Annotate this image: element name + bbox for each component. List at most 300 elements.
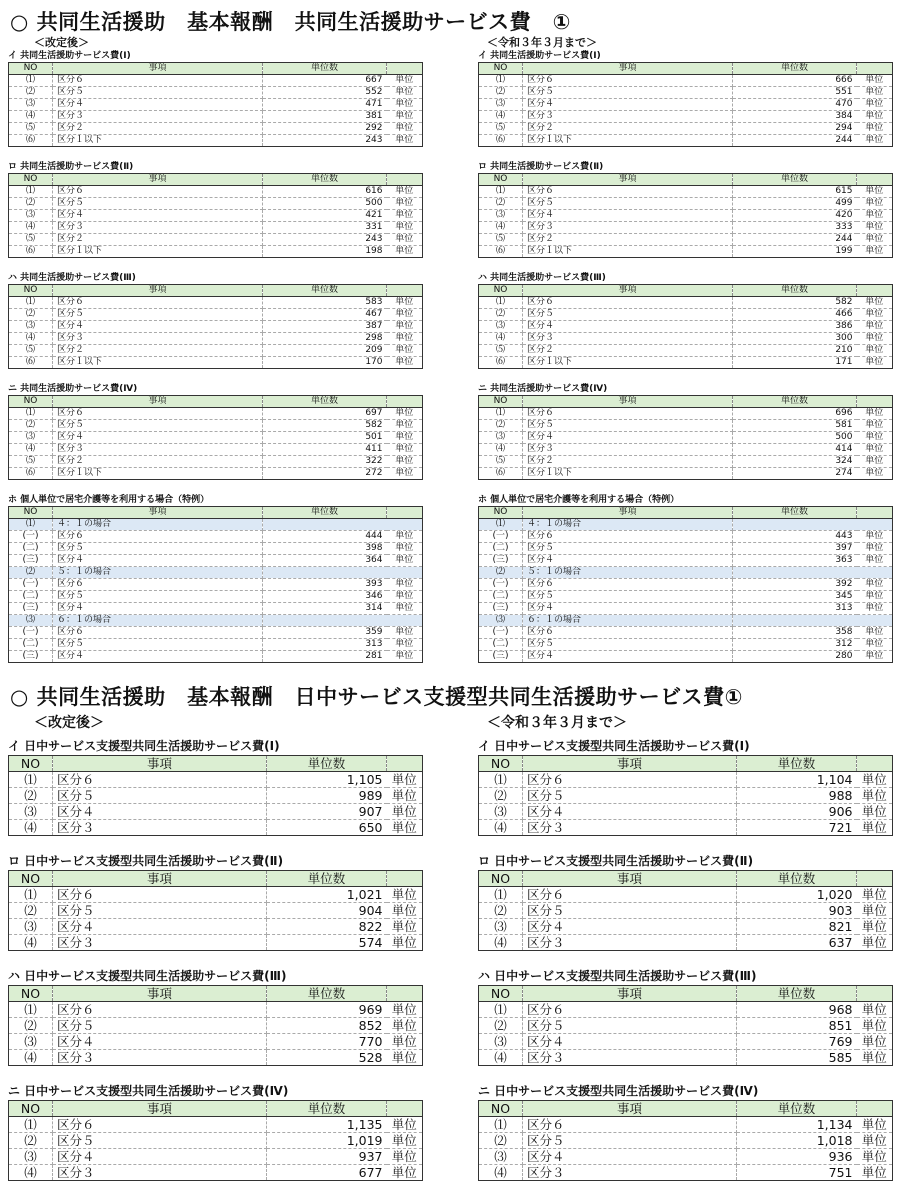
table-row (479, 357, 893, 369)
row-no: ⑹ (479, 468, 523, 480)
row-item: 区分４ (523, 651, 733, 663)
row-units: 1,134 (737, 1117, 857, 1133)
table-header-row (9, 63, 423, 75)
table-row (479, 1002, 893, 1018)
table-row (9, 919, 423, 935)
rate-table-title: ハ 日中サービス支援型共同生活援助サービス費(Ⅲ) (478, 969, 757, 983)
row-units: 312 (733, 639, 857, 651)
row-unit-label: 単位 (857, 99, 893, 111)
table-row (9, 1165, 423, 1181)
row-item: 区分６ (53, 1002, 267, 1018)
row-unit-label: 単位 (857, 1034, 893, 1050)
rate-table (8, 755, 423, 836)
row-item: ６：１の場合 (53, 615, 263, 627)
rate-table-block (478, 738, 892, 836)
row-units: 243 (263, 234, 387, 246)
row-unit-label: 単位 (387, 408, 423, 420)
header-no: NO (9, 174, 53, 186)
table-row (9, 639, 423, 651)
row-unit-label: 単位 (857, 408, 893, 420)
row-no: ⑸ (479, 345, 523, 357)
rate-table-title: ニ 日中サービス支援型共同生活援助サービス費(Ⅳ) (8, 1084, 289, 1098)
row-item: 区分３ (523, 1165, 737, 1181)
table-row (479, 772, 893, 788)
row-units: 313 (263, 639, 387, 651)
row-no: ⑷ (479, 111, 523, 123)
row-unit-label: 単位 (387, 1018, 423, 1034)
table-row (9, 432, 423, 444)
row-no: ⑷ (9, 333, 53, 345)
row-item: 区分６ (53, 887, 267, 903)
row-item: 区分５ (53, 543, 263, 555)
row-item: 区分３ (53, 1050, 267, 1066)
row-item: 区分３ (53, 333, 263, 345)
row-unit-label: 単位 (387, 887, 423, 903)
row-no: ⑶ (9, 804, 53, 820)
row-no: ⑸ (9, 234, 53, 246)
header-units: 単位数 (267, 986, 387, 1002)
table-row (9, 222, 423, 234)
table-row (9, 333, 423, 345)
row-no: ⑵ (479, 567, 523, 579)
row-units-empty (733, 519, 857, 531)
table-row (9, 820, 423, 836)
rate-table-title: ハ 共同生活援助サービス費(Ⅲ) (8, 273, 136, 283)
table-row (479, 555, 893, 567)
row-item: 区分６ (53, 627, 263, 639)
table-row (9, 603, 423, 615)
rate-table-block (8, 161, 422, 258)
row-unit-label: 単位 (387, 555, 423, 567)
row-item: ５：１の場合 (523, 567, 733, 579)
row-units: 243 (365, 135, 383, 145)
row-units: 198 (365, 246, 383, 256)
row-no: ⑶ (479, 99, 523, 111)
row-no: ⑴ (479, 887, 523, 903)
row-item: 区分４ (53, 919, 267, 935)
table-row (479, 1034, 893, 1050)
row-item: ６：１の場合 (523, 615, 733, 627)
header-no: NO (479, 756, 523, 772)
row-unit-label: 単位 (387, 627, 423, 639)
row-item: 区分３ (53, 222, 263, 234)
row-no: ⑹ (9, 357, 53, 369)
row-no: ⑴ (9, 1002, 53, 1018)
rate-table (8, 284, 423, 369)
table-header-row (479, 756, 893, 772)
row-no: ⑹ (479, 246, 523, 258)
row-item: 区分５ (523, 1018, 737, 1034)
header-blank (857, 871, 893, 887)
row-units: 384 (733, 111, 857, 123)
rate-table (478, 1100, 893, 1181)
rate-table-title: ニ 日中サービス支援型共同生活援助サービス費(Ⅳ) (478, 1084, 759, 1098)
table-row (9, 1117, 423, 1133)
row-item: 区分５ (523, 543, 733, 555)
row-no: ⑶ (9, 615, 53, 627)
row-units: 501 (263, 432, 387, 444)
row-unit-label: 単位 (857, 531, 893, 543)
table-row (9, 468, 423, 480)
row-units: 696 (733, 408, 857, 420)
table-row (9, 75, 423, 87)
row-no: ⑸ (9, 345, 53, 357)
row-units: 907 (267, 804, 387, 820)
row-item: 区分６ (53, 408, 263, 420)
table-row (9, 246, 423, 258)
header-item: 事項 (523, 174, 733, 186)
header-no: NO (479, 871, 523, 887)
row-units: 313 (733, 603, 857, 615)
rate-table-title: ホ 個人単位で居宅介護等を利用する場合（特例） (8, 495, 210, 505)
header-blank (387, 756, 423, 772)
row-item: 区分５ (523, 1133, 737, 1149)
row-item: 区分４ (523, 1149, 737, 1165)
header-blank (387, 285, 423, 297)
row-no: (一) (9, 627, 53, 639)
row-no: (一) (9, 579, 53, 591)
row-no: (二) (9, 543, 53, 555)
row-units: 1,135 (267, 1117, 387, 1133)
row-item: 区分２ (523, 123, 733, 135)
row-item: 区分６ (53, 772, 267, 788)
row-no: (一) (479, 579, 523, 591)
row-no: ⑴ (9, 297, 53, 309)
row-no: ⑶ (9, 99, 53, 111)
row-units: 822 (267, 919, 387, 935)
table-header-row (9, 986, 423, 1002)
header-item: 事項 (53, 396, 263, 408)
row-unit-label: 単位 (387, 639, 423, 651)
table-row (9, 321, 423, 333)
table-row (9, 1133, 423, 1149)
header-blank (857, 1101, 893, 1117)
row-units: 281 (365, 651, 383, 661)
rate-table-block (478, 853, 892, 951)
row-item: 区分６ (53, 75, 263, 87)
row-item: 区分４ (53, 432, 263, 444)
row-no: ⑴ (9, 408, 53, 420)
table-row (479, 111, 893, 123)
row-units: 904 (267, 903, 387, 919)
row-item: 区分６ (53, 186, 263, 198)
row-item: 区分１以下 (53, 357, 263, 369)
rate-table-block (478, 161, 892, 258)
row-item: 区分３ (523, 935, 737, 951)
table-header-row (9, 174, 423, 186)
header-units: 単位数 (733, 507, 857, 519)
row-item: 区分５ (53, 1018, 267, 1034)
row-item: 区分６ (53, 579, 263, 591)
table-row (9, 408, 423, 420)
table-header-row (479, 871, 893, 887)
row-no: ⑷ (479, 333, 523, 345)
row-item: 区分２ (523, 345, 733, 357)
row-item: 区分５ (523, 420, 733, 432)
row-item: 区分４ (53, 1034, 267, 1050)
row-units: 989 (267, 788, 387, 804)
row-units: 903 (737, 903, 857, 919)
row-unit-label: 単位 (387, 111, 423, 123)
table-row (479, 234, 893, 246)
table-row (479, 135, 893, 147)
row-units: 363 (733, 555, 857, 567)
header-units: 単位数 (263, 63, 387, 75)
row-unit-label: 単位 (857, 579, 893, 591)
table-row (9, 788, 423, 804)
row-no: ⑶ (9, 432, 53, 444)
row-no: ⑶ (479, 1034, 523, 1050)
row-no: ⑴ (9, 772, 53, 788)
row-no: ⑴ (9, 75, 53, 87)
table-group-row (479, 567, 893, 579)
table-group-row (479, 615, 893, 627)
table-group-row (9, 615, 423, 627)
row-no: ⑶ (479, 321, 523, 333)
row-item: 区分５ (523, 903, 737, 919)
row-unit-label: 単位 (387, 222, 423, 234)
table-row (9, 627, 423, 639)
row-units: 358 (733, 627, 857, 639)
row-no: (三) (479, 651, 523, 663)
row-units: 444 (263, 531, 387, 543)
row-unit-label: 単位 (857, 186, 893, 198)
header-blank (857, 285, 893, 297)
table-row (479, 804, 893, 820)
rate-table-title: イ 共同生活援助サービス費(Ⅰ) (8, 51, 131, 61)
row-units: 333 (733, 222, 857, 234)
row-no: ⑸ (479, 234, 523, 246)
rate-table-title: ロ 日中サービス支援型共同生活援助サービス費(Ⅱ) (478, 854, 754, 868)
row-units: 244 (835, 135, 853, 145)
header-units: 単位数 (733, 63, 857, 75)
table-row (479, 639, 893, 651)
row-unit-label: 単位 (387, 1149, 423, 1165)
row-units: 397 (733, 543, 857, 555)
table-row (479, 297, 893, 309)
row-item: 区分４ (523, 99, 733, 111)
row-unit-label: 単位 (857, 919, 893, 935)
row-units: 443 (733, 531, 857, 543)
rate-table-title: イ 日中サービス支援型共同生活援助サービス費(Ⅰ) (8, 739, 280, 753)
rate-table-block (478, 50, 892, 147)
row-no: ⑵ (479, 420, 523, 432)
row-unit-label: 単位 (387, 1034, 423, 1050)
row-item: 区分４ (53, 210, 263, 222)
row-unit-label: 単位 (857, 1133, 893, 1149)
header-blank (387, 174, 423, 186)
row-unit-label: 単位 (857, 333, 893, 345)
row-units: 581 (733, 420, 857, 432)
header-item: 事項 (53, 285, 263, 297)
row-no: ⑴ (9, 1117, 53, 1133)
row-unit-empty (857, 519, 893, 531)
row-units: 585 (828, 1050, 853, 1065)
row-unit-label: 単位 (387, 345, 423, 357)
row-no: ⑵ (9, 198, 53, 210)
row-unit-label: 単位 (861, 820, 887, 835)
row-unit-label: 単位 (387, 772, 423, 788)
row-units: 666 (733, 75, 857, 87)
row-units: 298 (263, 333, 387, 345)
header-no: NO (479, 1101, 523, 1117)
header-no: NO (479, 396, 523, 408)
row-item: 区分５ (523, 788, 737, 804)
table-row (479, 309, 893, 321)
table-header-row (479, 396, 893, 408)
row-unit-label: 単位 (857, 772, 893, 788)
row-units: 936 (737, 1149, 857, 1165)
rate-table-block (8, 968, 422, 1066)
header-units: 単位数 (733, 285, 857, 297)
table-row (479, 887, 893, 903)
row-no: ⑶ (479, 210, 523, 222)
row-unit-label: 単位 (387, 123, 423, 135)
rate-table (8, 62, 423, 147)
row-unit-label: 単位 (387, 99, 423, 111)
header-blank (387, 871, 423, 887)
row-unit-label: 単位 (387, 297, 423, 309)
table-row (9, 531, 423, 543)
row-units: 821 (737, 919, 857, 935)
row-units: 294 (733, 123, 857, 135)
rate-table (478, 62, 893, 147)
row-item: 区分３ (523, 222, 733, 234)
header-units: 単位数 (737, 986, 857, 1002)
row-units: 551 (733, 87, 857, 99)
table-row (479, 420, 893, 432)
row-item: 区分３ (523, 820, 737, 836)
rate-table-block (8, 1083, 422, 1181)
row-units: 466 (733, 309, 857, 321)
row-unit-label: 単位 (387, 579, 423, 591)
row-item: 区分３ (53, 820, 267, 836)
section2-left-label: ＜改定後＞ (34, 715, 104, 731)
row-unit-label: 単位 (857, 123, 893, 135)
table-row (479, 1133, 893, 1149)
row-unit-label: 単位 (861, 1165, 887, 1180)
row-unit-label: 単位 (857, 887, 893, 903)
row-unit-label: 単位 (865, 246, 884, 256)
row-units: 1,104 (737, 772, 857, 788)
row-item: 区分１以下 (53, 468, 263, 480)
header-blank (387, 396, 423, 408)
row-item: 区分２ (523, 456, 733, 468)
section1-left-label: ＜改定後＞ (34, 36, 89, 49)
header-units: 単位数 (267, 756, 387, 772)
row-item: 区分５ (523, 309, 733, 321)
table-row (9, 935, 423, 951)
header-item: 事項 (523, 507, 733, 519)
row-units: 272 (365, 468, 383, 478)
row-unit-label: 単位 (861, 935, 887, 950)
row-units: 209 (263, 345, 387, 357)
table-header-row (479, 63, 893, 75)
row-item: 区分３ (53, 444, 263, 456)
row-units: 968 (737, 1002, 857, 1018)
row-unit-label: 単位 (857, 804, 893, 820)
table-row (479, 198, 893, 210)
row-item: 区分４ (53, 651, 263, 663)
rate-table-block (8, 494, 422, 663)
table-row (479, 935, 893, 951)
row-item: 区分４ (523, 919, 737, 935)
row-unit-label: 単位 (857, 903, 893, 919)
row-item: 区分４ (523, 432, 733, 444)
row-item: ４：１の場合 (53, 519, 263, 531)
header-blank (857, 174, 893, 186)
header-item: 事項 (523, 756, 737, 772)
row-no: ⑵ (479, 1133, 523, 1149)
row-no: ⑸ (479, 123, 523, 135)
row-unit-label: 単位 (857, 420, 893, 432)
row-units: 471 (263, 99, 387, 111)
header-blank (387, 63, 423, 75)
row-units: 324 (733, 456, 857, 468)
row-item: 区分５ (523, 198, 733, 210)
row-units: 667 (263, 75, 387, 87)
table-row (479, 99, 893, 111)
row-units: 280 (835, 651, 853, 661)
row-unit-label: 単位 (395, 357, 414, 367)
row-units: 615 (733, 186, 857, 198)
header-blank (857, 507, 893, 519)
row-units-empty (733, 567, 857, 579)
row-unit-label: 単位 (387, 603, 423, 615)
row-no: ⑹ (9, 246, 53, 258)
rate-table (8, 395, 423, 480)
table-row (479, 210, 893, 222)
header-blank (857, 63, 893, 75)
table-row (479, 1117, 893, 1133)
table-row (479, 456, 893, 468)
row-units: 398 (263, 543, 387, 555)
row-no: ⑴ (479, 75, 523, 87)
row-item: 区分１以下 (53, 246, 263, 258)
row-item: 区分５ (53, 788, 267, 804)
row-no: ⑶ (479, 615, 523, 627)
row-no: ⑴ (9, 519, 53, 531)
row-unit-label: 単位 (857, 1149, 893, 1165)
row-units: 1,021 (267, 887, 387, 903)
row-no: (一) (479, 531, 523, 543)
row-unit-label: 単位 (857, 75, 893, 87)
table-header-row (479, 174, 893, 186)
header-units: 単位数 (263, 396, 387, 408)
row-units: 381 (263, 111, 387, 123)
row-unit-label: 単位 (857, 456, 893, 468)
row-item: 区分６ (523, 887, 737, 903)
header-blank (857, 396, 893, 408)
table-row (9, 887, 423, 903)
row-unit-label: 単位 (857, 555, 893, 567)
rate-table-title: ハ 共同生活援助サービス費(Ⅲ) (478, 273, 606, 283)
row-unit-label: 単位 (387, 210, 423, 222)
table-row (479, 75, 893, 87)
row-units: 1,020 (737, 887, 857, 903)
table-row (9, 1050, 423, 1066)
row-no: (三) (9, 651, 53, 663)
row-unit-label: 単位 (391, 935, 417, 950)
row-units: 582 (263, 420, 387, 432)
row-item: 区分５ (523, 639, 733, 651)
row-units: 1,105 (267, 772, 387, 788)
header-item: 事項 (523, 1101, 737, 1117)
section1-title: ○ 共同生活援助 基本報酬 共同生活援助サービス費 ① (10, 10, 571, 34)
row-item: 区分４ (53, 603, 263, 615)
row-units: 393 (263, 579, 387, 591)
row-no: ⑸ (479, 456, 523, 468)
